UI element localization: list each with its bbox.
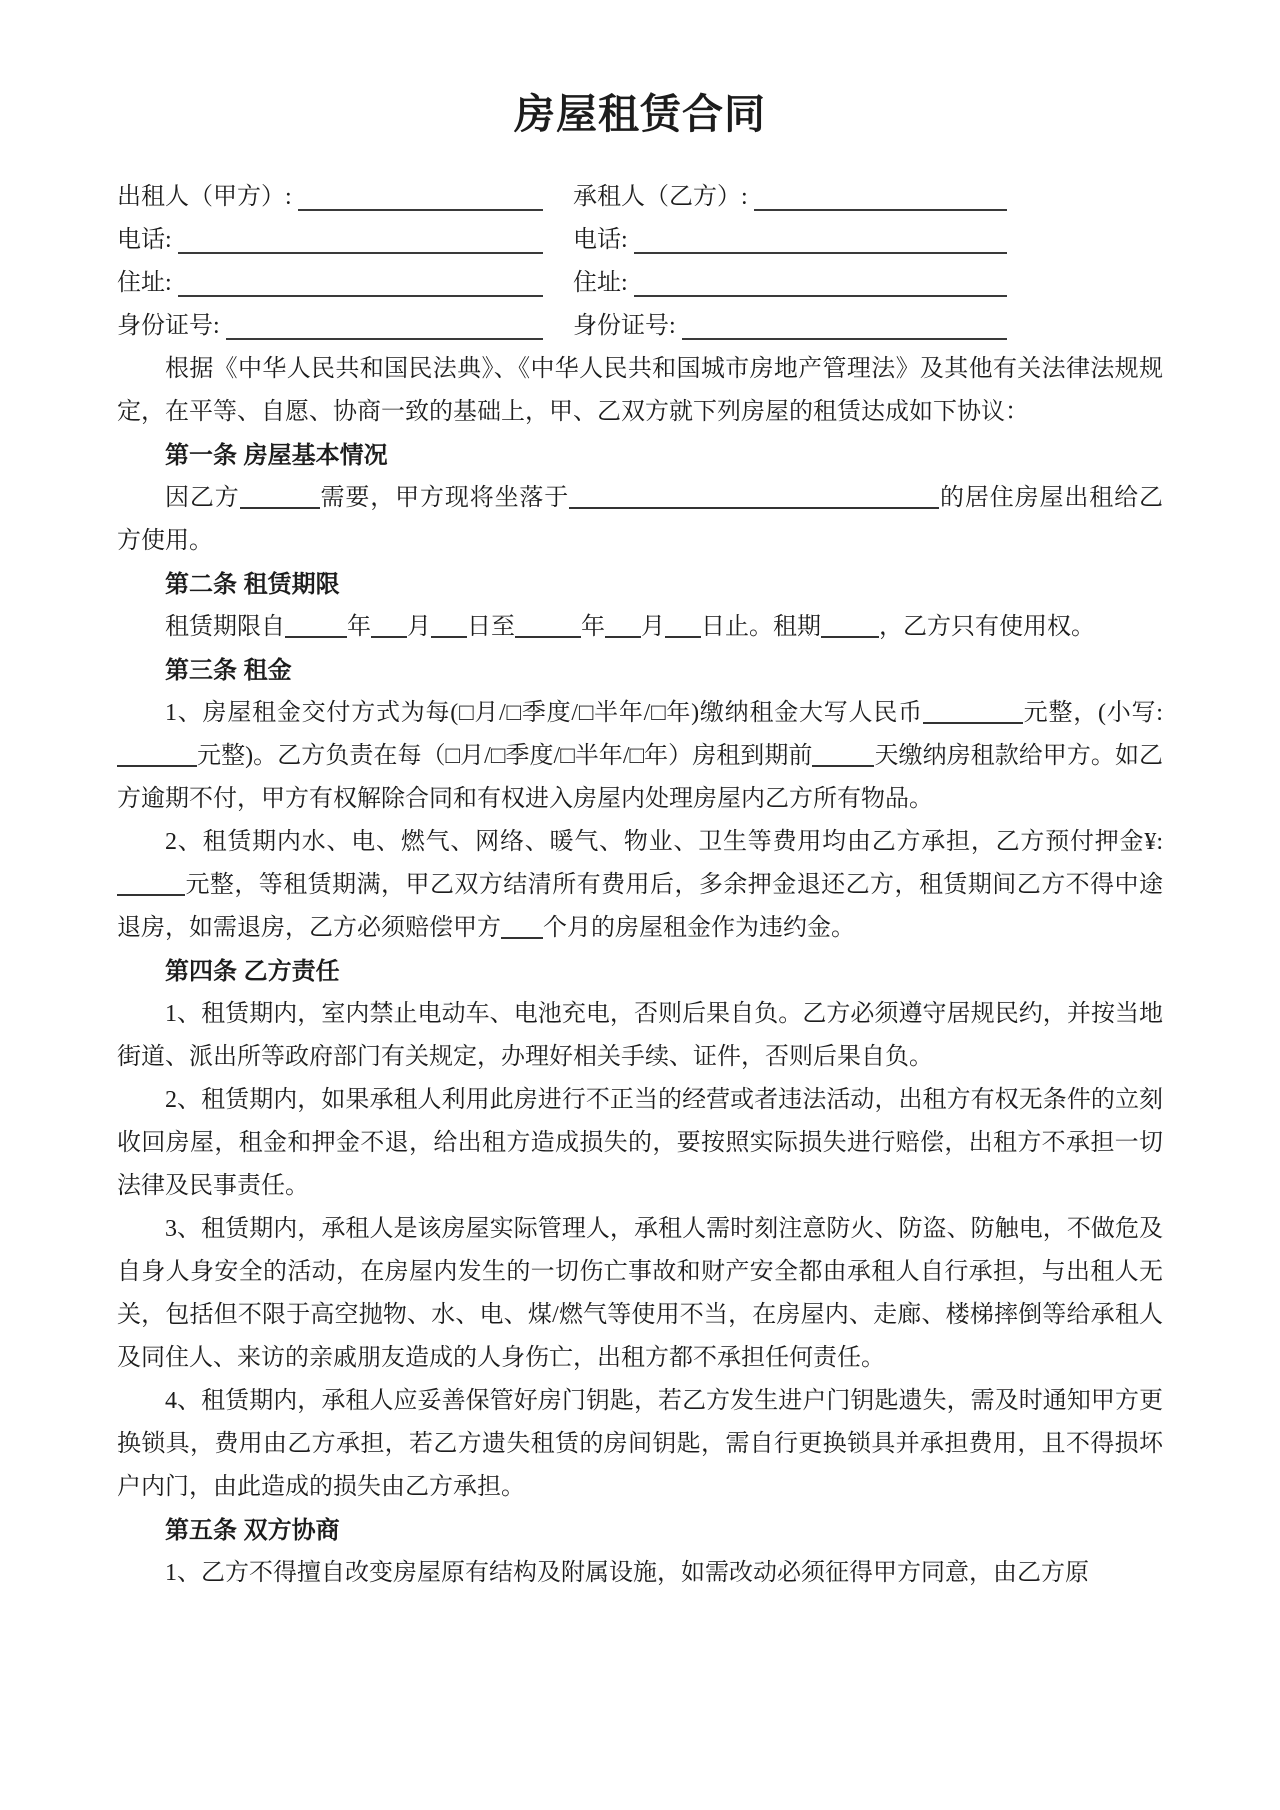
party-field-right bbox=[573, 305, 1007, 348]
paragraph-text: 2、租赁期内，如果承租人利用此房进行不正当的经营或者违法活动，出租方有权无条件的立刻收回房屋，租金和押金不退，给出租方造成损失的，要按照实际损失进行赔偿，出租方不承担一切法律及民事责任。 bbox=[117, 1087, 1163, 1199]
section-heading: 第二条 租赁期限 bbox=[165, 571, 340, 598]
blank-line bbox=[754, 209, 1007, 211]
blank-line bbox=[178, 252, 543, 254]
paragraph-text: 4、租赁期内，承租人应妥善保管好房门钥匙，若乙方发生进户门钥匙遗失，需及时通知甲方更换锁具，费用由乙方承担，若乙方遗失租赁的房间钥匙，需自行更换锁具并承担费用，且不得损坏户内门，由此造成的损失由乙方承担。 bbox=[117, 1388, 1163, 1500]
paragraph-text: 年 bbox=[347, 614, 371, 640]
fill-in-blank bbox=[821, 636, 879, 638]
fill-in-blank bbox=[285, 636, 347, 638]
paragraph-text: 因乙方 bbox=[165, 485, 240, 511]
field-label: 身份证号: bbox=[573, 313, 676, 339]
contract-content bbox=[117, 176, 1163, 1595]
parties-block bbox=[117, 176, 1163, 348]
field-label: 承租人（乙方）: bbox=[573, 184, 748, 210]
section-heading: 第一条 房屋基本情况 bbox=[165, 442, 388, 469]
contract-paragraph bbox=[117, 821, 1163, 950]
fill-in-blank bbox=[240, 507, 320, 509]
party-field-left bbox=[117, 262, 543, 305]
field-label: 身份证号: bbox=[117, 313, 220, 339]
paragraph-text: 年 bbox=[581, 614, 605, 640]
fill-in-blank bbox=[923, 722, 1023, 724]
fill-in-blank bbox=[431, 636, 467, 638]
party-field-row bbox=[117, 219, 1163, 262]
section-heading: 第五条 双方协商 bbox=[165, 1517, 340, 1544]
blank-line bbox=[226, 338, 543, 340]
paragraph-text: 元整，等租赁期满，甲乙双方结清所有费用后，多余押金退还乙方，租赁期间乙方不得中途退房，如需退房，乙方必须赔偿甲方 bbox=[117, 872, 1163, 941]
fill-in-blank bbox=[812, 765, 874, 767]
paragraph-text: ，乙方只有使用权。 bbox=[879, 614, 1095, 640]
blank-line bbox=[298, 209, 543, 211]
contract-paragraph bbox=[117, 477, 1163, 563]
party-field-row bbox=[117, 262, 1163, 305]
fill-in-blank bbox=[117, 765, 197, 767]
field-label: 住址: bbox=[573, 270, 628, 296]
fill-in-blank bbox=[501, 937, 543, 939]
blank-line bbox=[682, 338, 1007, 340]
contract-paragraph bbox=[117, 606, 1163, 649]
section-heading: 第四条 乙方责任 bbox=[165, 958, 340, 985]
paragraph-text: 月 bbox=[407, 614, 431, 640]
field-label: 电话: bbox=[117, 227, 172, 253]
contract-paragraph bbox=[117, 692, 1163, 821]
party-field-right bbox=[573, 176, 1007, 219]
paragraph-text: 1、租赁期内，室内禁止电动车、电池充电，否则后果自负。乙方必须遵守居规民约，并按当地街道、派出所等政府部门有关规定，办理好相关手续、证件，否则后果自负。 bbox=[117, 1001, 1163, 1070]
paragraph-text: 的居住房屋出租给乙方使用。 bbox=[117, 485, 1164, 554]
contract-body bbox=[117, 348, 1163, 1595]
fill-in-blank bbox=[605, 636, 641, 638]
paragraph-text: 租赁期限自 bbox=[165, 614, 285, 640]
paragraph-text: 月 bbox=[641, 614, 665, 640]
fill-in-blank bbox=[371, 636, 407, 638]
paragraph-text: 1、乙方不得擅自改变房屋原有结构及附属设施，如需改动必须征得甲方同意，由乙方原 bbox=[165, 1560, 1089, 1586]
paragraph-text: 3、租赁期内，承租人是该房屋实际管理人，承租人需时刻注意防火、防盗、防触电，不做危及自身人身安全的活动，在房屋内发生的一切伤亡事故和财产安全都由承租人自行承担，与出租人无关，包括但不限于高空抛物、水、电、煤/燃气等使用不当，在房屋内、走廊、楼梯摔倒等给承租人及同住人、来访的亲戚朋友造成的人身伤亡，出租方都不承担任何责任。 bbox=[117, 1216, 1163, 1371]
party-field-row bbox=[117, 176, 1163, 219]
contract-paragraph bbox=[117, 1208, 1163, 1380]
fill-in-blank bbox=[665, 636, 701, 638]
contract-paragraph bbox=[117, 1380, 1163, 1509]
party-field-right bbox=[573, 219, 1007, 262]
contract-paragraph bbox=[117, 993, 1163, 1079]
paragraph-text: 日至 bbox=[467, 614, 515, 640]
fill-in-blank bbox=[515, 636, 581, 638]
party-field-left bbox=[117, 305, 543, 348]
paragraph-text: 1、房屋租金交付方式为每(□月/□季度/□半年/□年)缴纳租金大写人民币 bbox=[165, 700, 923, 726]
paragraph-text: 天缴纳房租款给甲方。如乙方逾期不付，甲方有权解除合同和有权进入房屋内处理房屋内乙方所有物品。 bbox=[117, 743, 1163, 812]
blank-line bbox=[634, 252, 1007, 254]
contract-paragraph bbox=[117, 1079, 1163, 1208]
party-field-right bbox=[573, 262, 1007, 305]
paragraph-text: 日止。租期 bbox=[701, 614, 821, 640]
party-field-row bbox=[117, 305, 1163, 348]
blank-line bbox=[634, 295, 1007, 297]
paragraph-text: 元整)。乙方负责在每（□月/□季度/□半年/□年）房租到期前 bbox=[197, 743, 813, 769]
contract-paragraph bbox=[117, 348, 1163, 434]
party-field-left bbox=[117, 219, 543, 262]
paragraph-text: 个月的房屋租金作为违约金。 bbox=[543, 915, 855, 941]
paragraph-text: 元整，(小写: bbox=[1022, 700, 1163, 726]
party-field-left bbox=[117, 176, 543, 219]
paragraph-text: 需要，甲方现将坐落于 bbox=[319, 485, 570, 511]
blank-line bbox=[178, 295, 543, 297]
field-label: 住址: bbox=[117, 270, 172, 296]
contract-title: 房屋租赁合同 bbox=[514, 91, 766, 137]
fill-in-blank bbox=[569, 507, 939, 509]
paragraph-text: 根据《中华人民共和国民法典》、《中华人民共和国城市房地产管理法》及其他有关法律法规规定，在平等、自愿、协商一致的基础上，甲、乙双方就下列房屋的租赁达成如下协议： bbox=[117, 356, 1163, 425]
section-heading: 第三条 租金 bbox=[165, 657, 292, 684]
fill-in-blank bbox=[117, 894, 185, 896]
contract-paragraph bbox=[117, 1552, 1163, 1595]
paragraph-text: 2、租赁期内水、电、燃气、网络、暖气、物业、卫生等费用均由乙方承担，乙方预付押金¥: bbox=[165, 829, 1163, 855]
field-label: 电话: bbox=[573, 227, 628, 253]
field-label: 出租人（甲方）: bbox=[117, 184, 292, 210]
